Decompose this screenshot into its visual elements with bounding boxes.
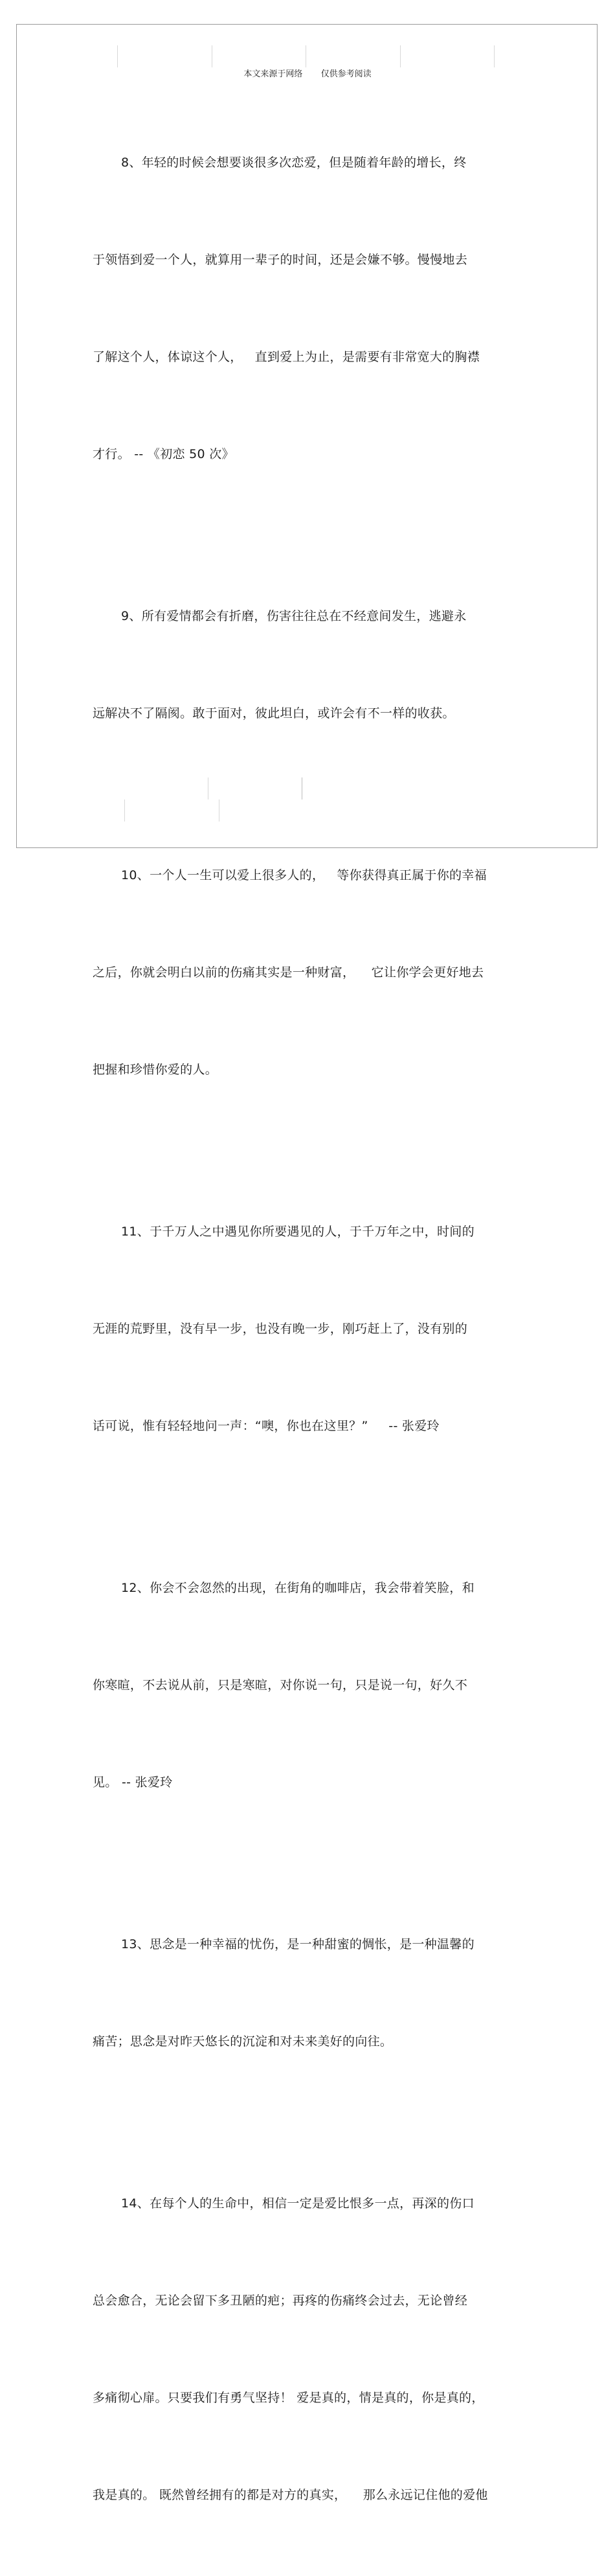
text-line: 无涯的荒野里，没有早一步，也没有晚一步，刚巧赶上了，没有别的	[93, 1322, 468, 1336]
text-line: 你寒暄，不去说从前，只是寒暄，对你说一句，只是说一句，好久不	[93, 1678, 468, 1692]
text-line: 话可说，惟有轻轻地问一声：“噢，你也在这里？” -- 张爱玲	[93, 1419, 440, 1433]
text-line: 远解决不了隔阂。敢于面对，彼此坦白，或许会有不一样的收获。	[93, 706, 455, 720]
text-line: 之后，你就会明白以前的伤痛其实是一种财富， 它让你学会更好地去	[93, 965, 484, 980]
text-line: 12、你会不会忽然的出现，在街角的咖啡店，我会带着笑脸，和	[121, 1581, 475, 1595]
text-line: 13、思念是一种幸福的忧伤，是一种甜蜜的惆怅，是一种温馨的	[121, 1937, 475, 1951]
paragraph-11	[93, 1151, 520, 1507]
text-line: 多痛彻心扉。只要我们有勇气坚持！ 爱是真的，情是真的，你是真的，	[93, 2391, 484, 2405]
text-line: 11、于千万人之中遇见你所要遇见的人，于千万年之中，时间的	[121, 1225, 475, 1239]
decor-mark	[117, 45, 118, 67]
paragraph-12	[93, 1507, 520, 1863]
text-line: 见。 -- 张爱玲	[93, 1775, 173, 1789]
paragraph-8	[93, 82, 520, 535]
paragraph-13	[93, 1863, 520, 2122]
text-line: 我是真的。 既然曾经拥有的都是对方的真实， 那么永远记住他的爱他	[93, 2488, 488, 2502]
text-line: 总会愈合，无论会留下多丑陋的疤；再疼的伤痛终会过去，无论曾经	[93, 2294, 468, 2308]
text-line: 9、所有爱情都会有折磨，伤害往往总在不经意间发生，逃避永	[121, 609, 467, 623]
paragraph-9	[93, 535, 520, 794]
document-body	[93, 82, 520, 2576]
page-header	[0, 67, 615, 79]
text-line: 才行。 -- 《初恋 50 次》	[93, 447, 234, 461]
decor-mark	[400, 45, 401, 67]
text-line: 把握和珍惜你爱的人。	[93, 1063, 218, 1077]
text-line: 痛苦；思念是对昨天悠长的沉淀和对未来美好的向往。	[93, 2034, 393, 2049]
header-source-text: 本文来源于网络	[243, 69, 303, 79]
decor-mark	[494, 45, 495, 67]
text-line: 8、年轻的时候会想要谈很多次恋爱，但是随着年龄的增长，终	[121, 155, 467, 170]
text-line: 10、一个人一生可以爱上很多人的， 等你获得真正属于你的幸福	[121, 868, 487, 882]
header-reference-text: 仅供参考阅读	[320, 69, 372, 79]
paragraph-10	[93, 794, 520, 1151]
text-line: 14、在每个人的生命中，相信一定是爱比恨多一点，再深的伤口	[121, 2196, 475, 2211]
text-line: 了解这个人，体谅这个人， 直到爱上为止，是需要有非常宽大的胸襟	[93, 350, 480, 364]
paragraph-14	[93, 2122, 520, 2576]
text-line: 于领悟到爱一个人，就算用一辈子的时间，还是会嫌不够。慢慢地去	[93, 253, 468, 267]
